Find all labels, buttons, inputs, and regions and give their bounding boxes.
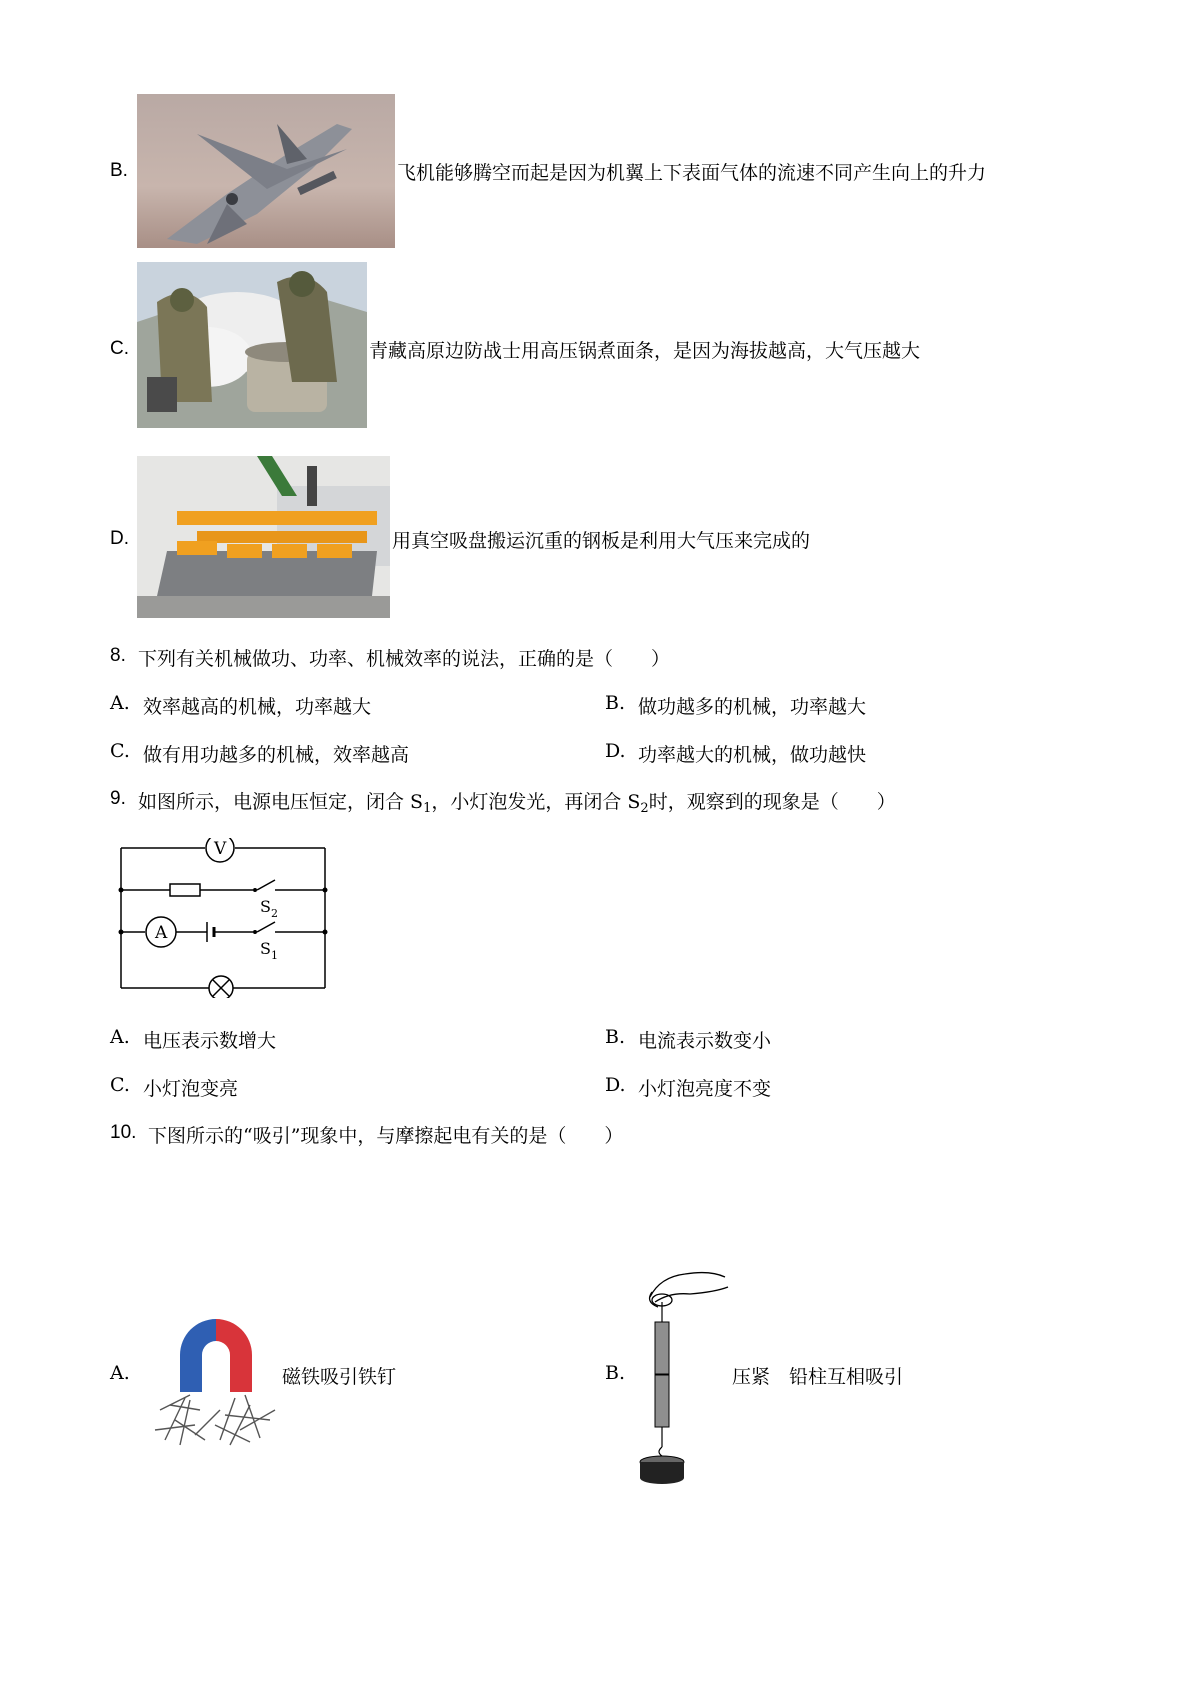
ammeter-label: A: [155, 923, 168, 943]
option-c-text: 做有用功越多的机械，效率越高: [143, 744, 410, 766]
option-d-text: 小灯泡亮度不变: [638, 1078, 772, 1100]
option-d-letter: D.: [605, 740, 626, 762]
circuit-diagram: [115, 838, 330, 998]
option-c-letter: C.: [110, 740, 130, 762]
option-letter: D.: [110, 528, 129, 549]
switch1-label: S: [260, 939, 271, 958]
option-a-letter: A.: [110, 1026, 130, 1048]
option-b-text: 压紧 铅柱互相吸引: [732, 1366, 904, 1388]
magnet-nails-image: [150, 1310, 282, 1450]
option-c-text: 小灯泡变亮: [143, 1078, 239, 1100]
soldiers-pressure-cooker-photo: [137, 262, 367, 428]
option-letter: C.: [110, 338, 129, 359]
vacuum-lifter-photo: [137, 456, 390, 618]
question-number: 8.: [110, 645, 126, 666]
fighter-jet-photo: [137, 94, 395, 248]
question-stem: 下图所示的“吸引”现象中，与摩擦起电有关的是（ ）: [148, 1125, 624, 1147]
option-a-text: 磁铁吸引铁钉: [282, 1366, 397, 1388]
option-b-letter: B.: [605, 1026, 626, 1048]
option-a-text: 效率越高的机械，功率越大: [143, 696, 372, 718]
option-letter: B.: [110, 160, 128, 181]
option-b-text: 电流表示数变小: [638, 1030, 772, 1052]
option-text: 飞机能够腾空而起是因为机翼上下表面气体的流速不同产生向上的升力: [397, 162, 987, 184]
switch1-subscript: 1: [271, 949, 278, 962]
option-c-letter: C.: [110, 1074, 130, 1096]
option-b-letter: B.: [605, 692, 626, 714]
option-b-letter: B.: [605, 1362, 626, 1384]
question-number: 9.: [110, 788, 126, 809]
question-number: 10.: [110, 1122, 137, 1143]
switch2-label: S: [260, 897, 271, 916]
option-b-text: 做功越多的机械，功率越大: [638, 696, 867, 718]
switch2-subscript: 2: [271, 907, 278, 920]
option-d-letter: D.: [605, 1074, 626, 1096]
question-stem: 如图所示，电源电压恒定，闭合 $S_1$，小灯泡发光，再闭合 $S_2$时，观察到的现象是（ ）: [138, 791, 896, 816]
option-d-text: 功率越大的机械，做功越快: [638, 744, 867, 766]
lead-cylinders-image: [630, 1262, 730, 1492]
option-a-letter: A.: [110, 692, 130, 714]
option-a-letter: A.: [110, 1362, 130, 1384]
voltmeter-label: V: [214, 839, 227, 859]
option-text: 青藏高原边防战士用高压锅煮面条，是因为海拔越高，大气压越大: [369, 340, 921, 362]
question-stem: 下列有关机械做功、功率、机械效率的说法，正确的是（ ）: [138, 648, 671, 670]
option-text: 用真空吸盘搬运沉重的钢板是利用大气压来完成的: [392, 530, 811, 552]
option-a-text: 电压表示数增大: [143, 1030, 277, 1052]
